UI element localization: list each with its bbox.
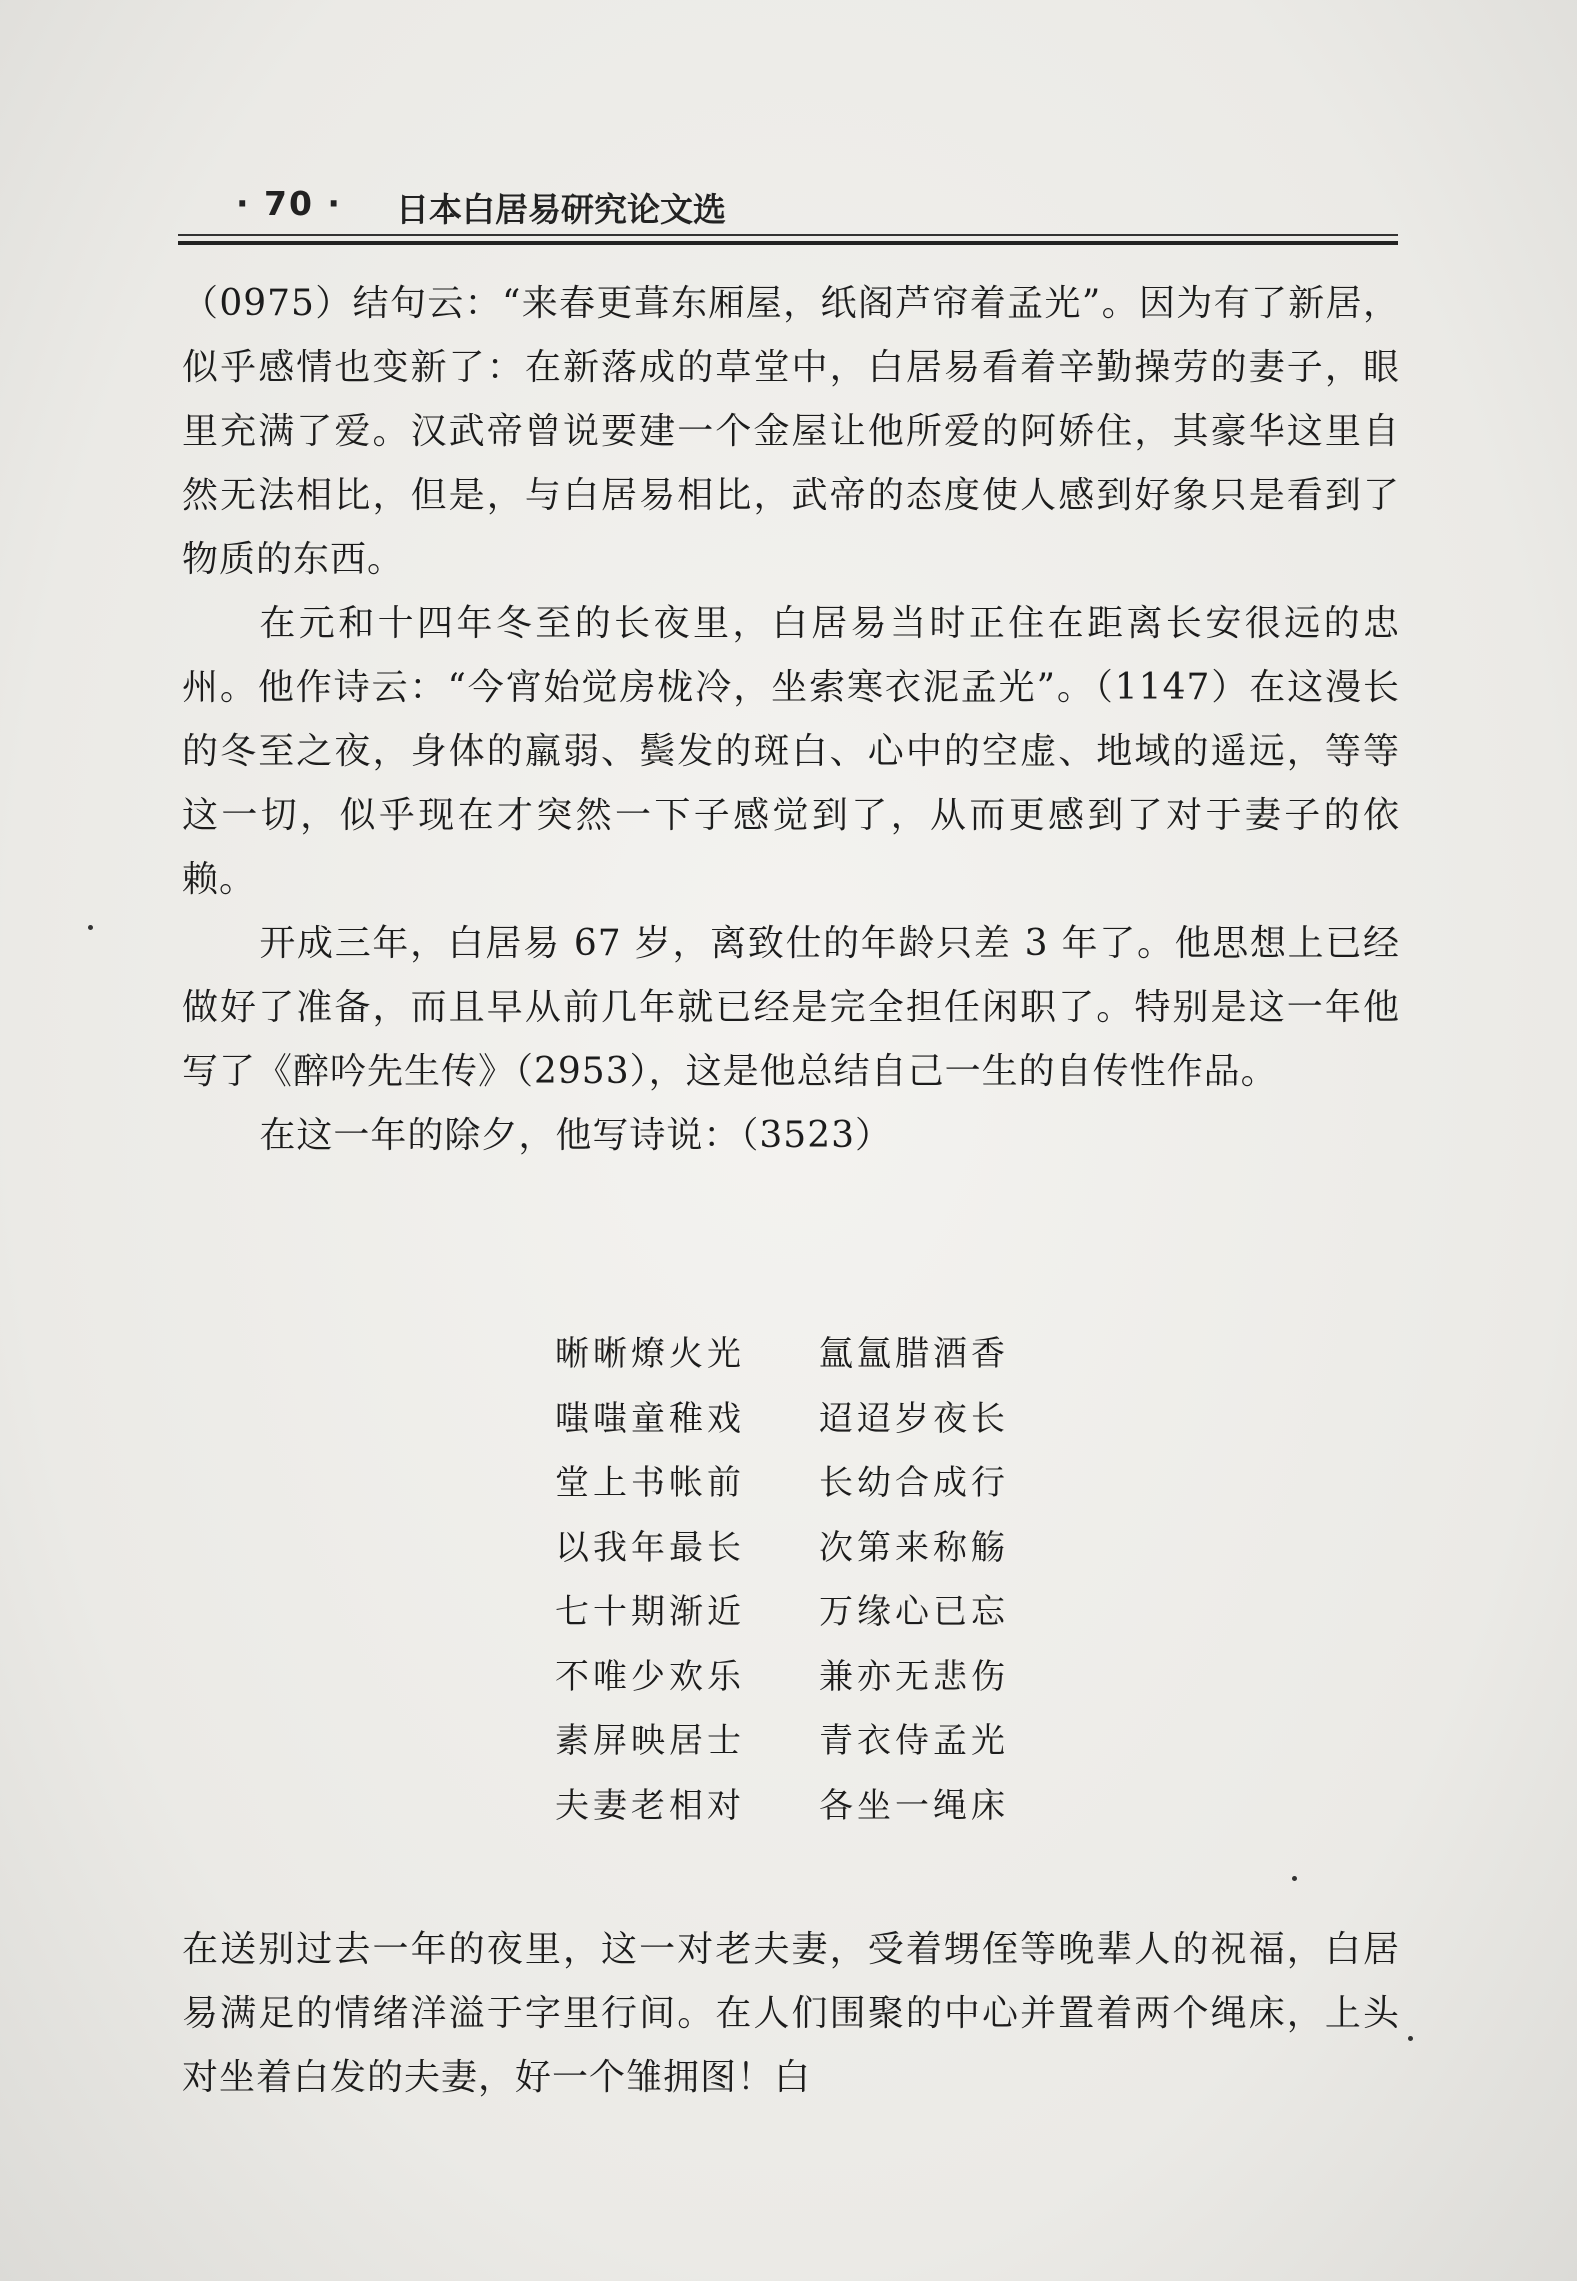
print-speck [1408, 2036, 1413, 2041]
poem-verse-second-half: 长幼合成行 [819, 1463, 1009, 1503]
paragraph-2: 在元和十四年冬至的长夜里，白居易当时正住在距离长安很远的忠州。他作诗云：“今宵始觉房栊冷，坐索寒衣泥孟光”。（1147）在这漫长的冬至之夜，身体的羸弱、鬓发的斑白、心中的空虚、地域的遥远，等等这一切，似乎现在才突然一下子感觉到了，从而更感到了对于妻子的依赖。 [182, 603, 1400, 900]
poem-line [555, 1709, 1115, 1774]
poem-verse-first-half: 堂上书帐前 [555, 1463, 745, 1503]
poem-verse-first-half: 晰晰燎火光 [555, 1334, 745, 1374]
body-text [182, 272, 1400, 1168]
poem-verse-second-half: 次第来称觞 [819, 1527, 1009, 1568]
paragraph-5: 在送别过去一年的夜里，这一对老夫妻，受着甥侄等晚辈人的祝福，白居易满足的情绪洋溢于字里行间。在人们围聚的中心并置着两个绳床，上头对坐着白发的夫妻，好一个雏拥图！白 [182, 1929, 1400, 2098]
running-header [178, 176, 1398, 236]
poem-line [555, 1451, 1115, 1516]
book-title: 日本白居易研究论文选 [396, 190, 726, 229]
poem-verse-second-half: 迢迢岁夜长 [819, 1398, 1009, 1439]
poem-line [555, 1774, 1115, 1839]
poem-verse-first-half: 不唯少欢乐 [555, 1656, 745, 1697]
poem-line [555, 1580, 1115, 1645]
poem-verse-second-half: 万缘心已忘 [819, 1592, 1009, 1632]
poem-verse-second-half: 青衣侍孟光 [819, 1721, 1009, 1761]
page-number: · 70 · [236, 184, 342, 223]
paragraph-3: 开成三年，白居易 67 岁，离致仕的年龄只差 3 年了。他思想上已经做好了准备，而且早从前几年就已经是完全担任闲职了。特别是这一年他写了《醉吟先生传》（2953），这是他总结自己一生的自传性作品。 [182, 923, 1400, 1092]
paragraph-4: 在这一年的除夕，他写诗说：（3523） [259, 1115, 893, 1156]
header-rule-thick [178, 241, 1398, 245]
poem-line [555, 1387, 1115, 1452]
closing-text [182, 1918, 1400, 2110]
poem-verse-first-half: 七十期渐近 [555, 1592, 745, 1632]
poem-line [555, 1645, 1115, 1710]
poem-line [555, 1322, 1115, 1387]
poem-verse-first-half: 夫妻老相对 [555, 1785, 745, 1826]
poem-verse-second-half: 各坐一绳床 [819, 1785, 1009, 1826]
header-rule-thin [178, 234, 1398, 236]
poem-verse-first-half: 以我年最长 [555, 1527, 745, 1568]
poem-verse-second-half: 氲氲腊酒香 [819, 1334, 1009, 1374]
poem-block [555, 1322, 1115, 1838]
poem-verse-first-half: 素屏映居士 [555, 1721, 745, 1761]
print-speck [1292, 1876, 1297, 1881]
poem-verse-first-half: 嗤嗤童稚戏 [555, 1398, 745, 1439]
poem-line [555, 1516, 1115, 1581]
paragraph-1: （0975）结句云：“来春更葺东厢屋，纸阁芦帘着孟光”。因为有了新居，似乎感情也变新了：在新落成的草堂中，白居易看着辛勤操劳的妻子，眼里充满了爱。汉武帝曾说要建一个金屋让他所爱的阿娇住，其豪华这里自然无法相比，但是，与白居易相比，武帝的态度使人感到好象只是看到了物质的东西。 [182, 283, 1400, 580]
print-speck [88, 925, 93, 930]
poem-verse-second-half: 兼亦无悲伤 [819, 1656, 1009, 1697]
